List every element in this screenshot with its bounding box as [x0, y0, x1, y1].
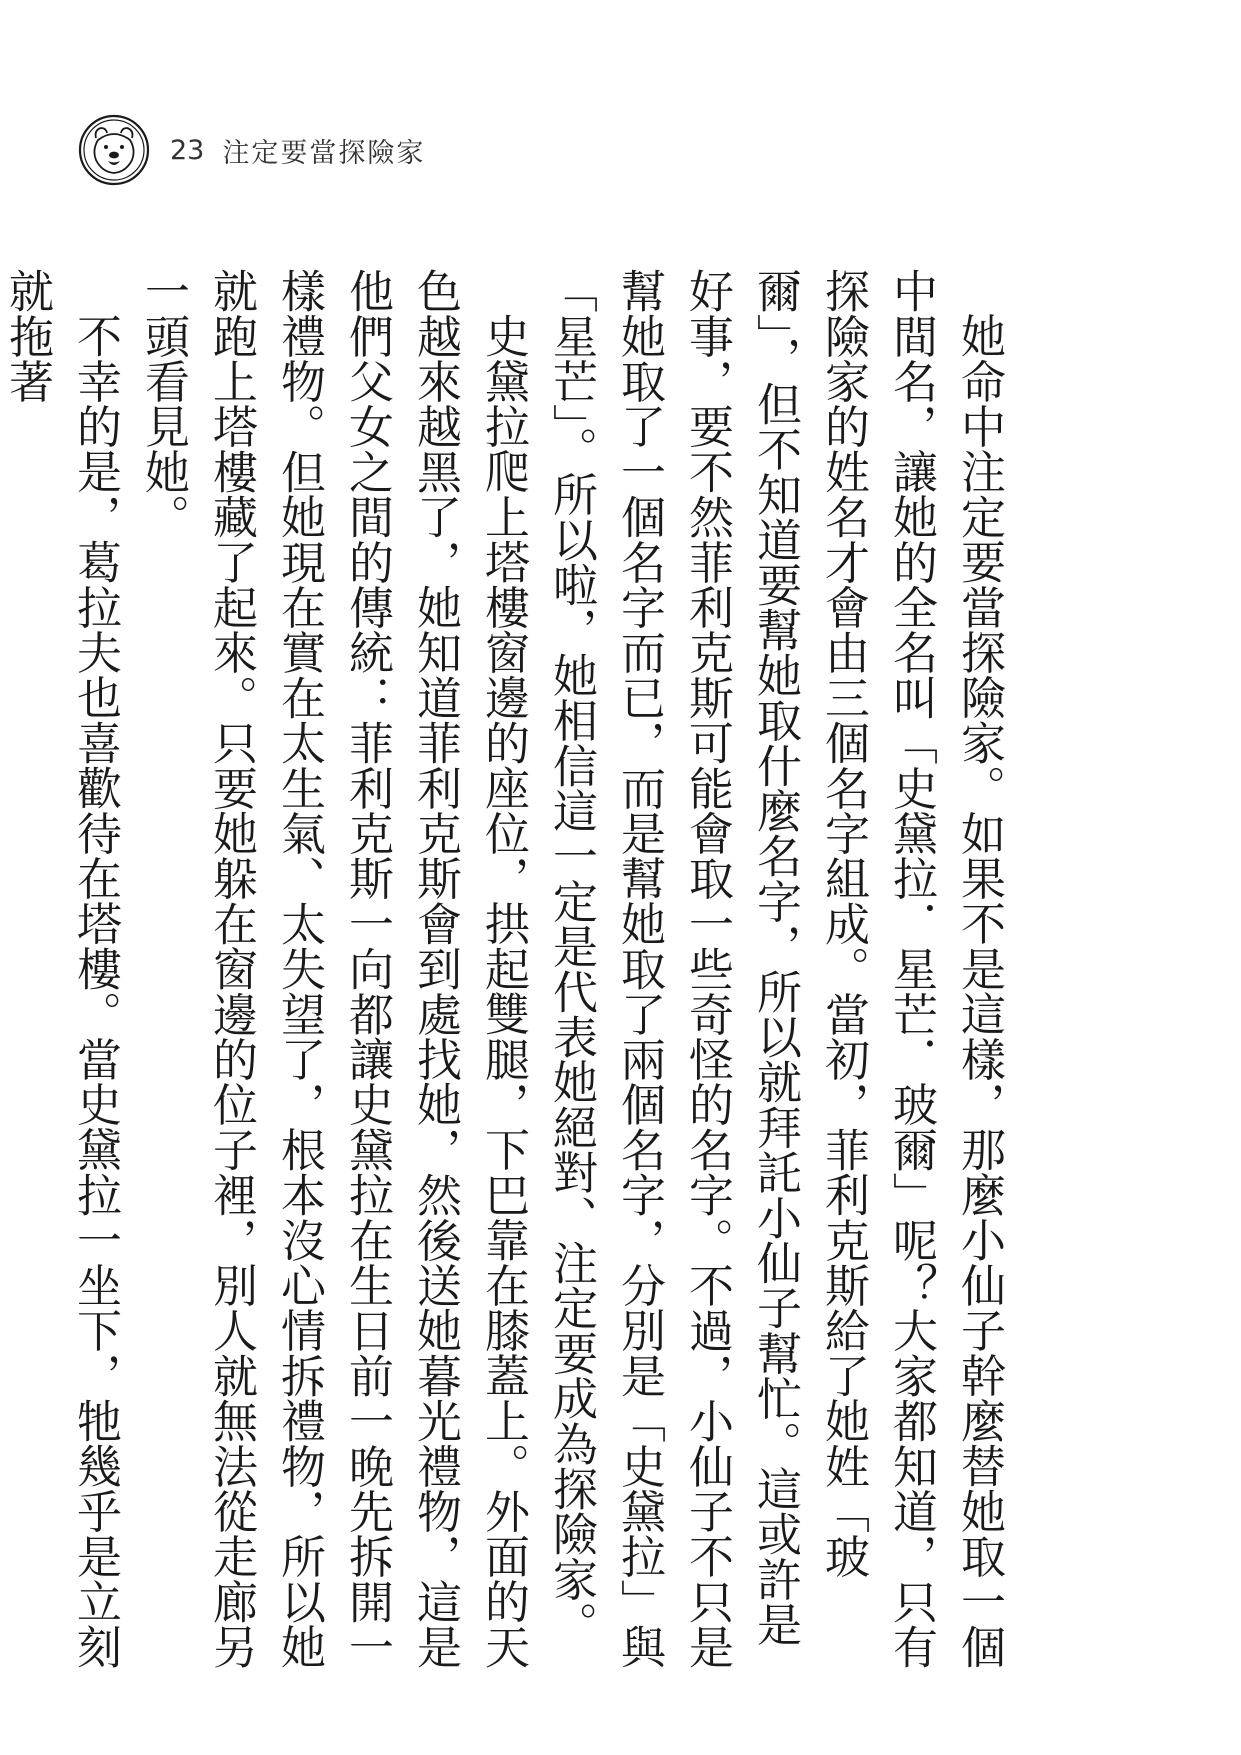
chapter-title: 注定要當探險家 — [222, 137, 426, 169]
page-header — [78, 112, 425, 188]
polar-bear-face-icon — [78, 114, 150, 186]
paragraph-3: 不幸的是，葛拉夫也喜歡待在塔樓。當史黛拉一坐下，牠幾乎是立刻就拖著 — [1, 268, 122, 1669]
body-text — [0, 268, 1013, 1688]
paragraph-1: 她命中注定要當探險家。如果不是這樣，那麼小仙子幹麼替她取一個中間名，讓她的全名叫「史黛拉．星芒．玻爾」呢？大家都知道，只有探險家的姓名才會由三個名字組成。當初，菲利克斯給了她姓「玻爾」，但不知道要幫她取什麼名字，所以就拜託小仙子幫忙。這或許是好事，要不然菲利克斯可能會取一些奇怪的名字。不過，小仙子不只是幫她取了一個名字而已，而是幫她取了兩個名字，分別是「史黛拉」與「星芒」。所以啦，她相信這一定是代表她絕對、注定要成為探險家。 — [545, 268, 1006, 1670]
page-number: 23 — [170, 134, 205, 166]
paragraph-2: 史黛拉爬上塔樓窗邊的座位，拱起雙腿，下巴靠在膝蓋上。外面的天色越來越黑了，她知道菲利克斯會到處找她，然後送她暮光禮物，這是他們父女之間的傳統：菲利克斯一向都讓史黛拉在生日前一晚先拆開一樣禮物。但她現在實在太生氣、太失望了，根本沒心情拆禮物，所以她就跑上塔樓藏了起來。只要她躲在窗邊的位子裡，別人就無法從走廊另一頭看見她。 — [137, 268, 530, 1670]
